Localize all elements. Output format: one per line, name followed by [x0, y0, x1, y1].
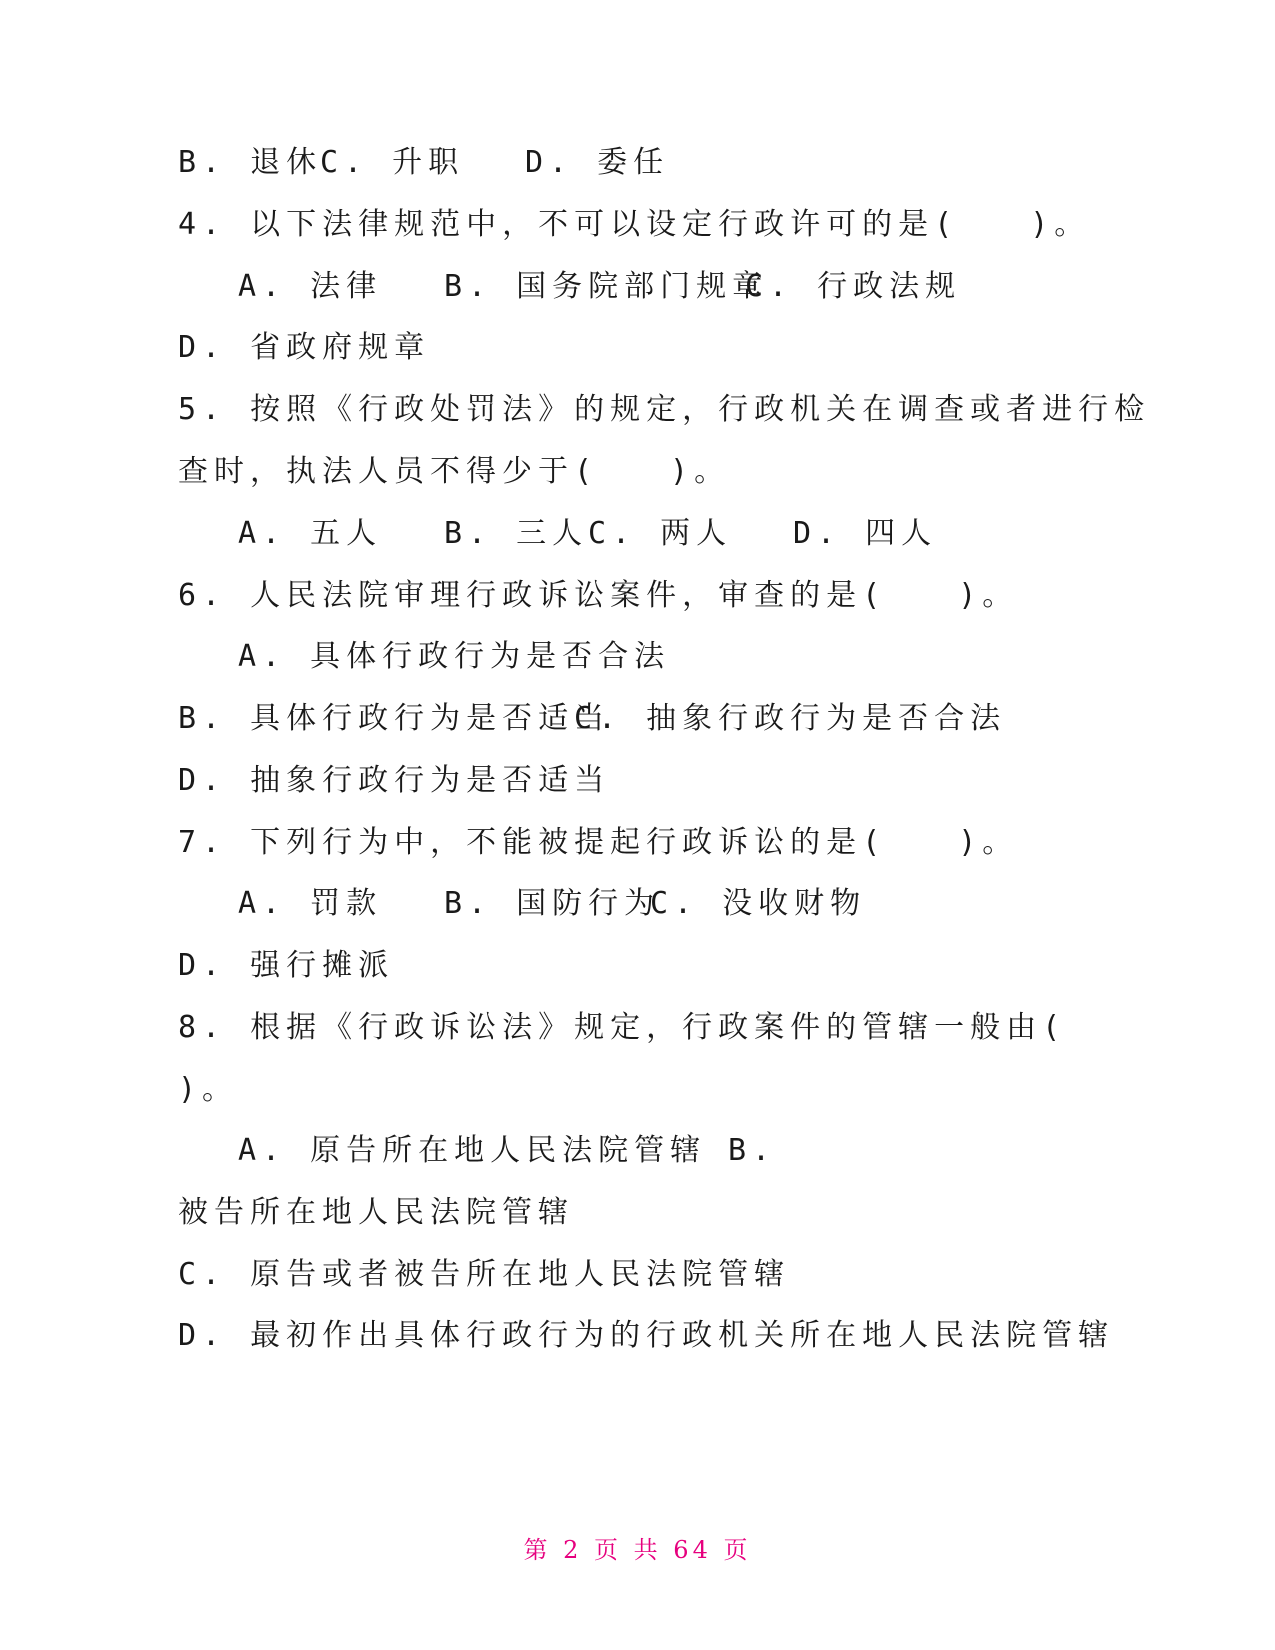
option-d: D. 四人	[793, 516, 938, 551]
option-d: D. 最初作出具体行政行为的行政机关所在地人民法院管辖	[178, 1318, 1115, 1353]
option-b-text: 被告所在地人民法院管辖	[178, 1195, 574, 1230]
option-b-label: B.	[728, 1133, 777, 1168]
page-number-text: 第 2 页 共 64 页	[523, 1536, 752, 1564]
question-5: 5. 按照《行政处罚法》的规定，行政机关在调查或者进行检	[178, 392, 1151, 427]
option-d-appointment: D. 委任	[525, 145, 670, 180]
option-c: C. 原告或者被告所在地人民法院管辖	[178, 1257, 791, 1292]
option-a: A. 原告所在地人民法院管辖	[238, 1133, 707, 1168]
question-6: 6. 人民法院审理行政诉讼案件，审查的是( )。	[178, 578, 1019, 613]
option-d: D. 省政府规章	[178, 330, 431, 365]
option-a: A. 具体行政行为是否合法	[238, 639, 671, 674]
question-8-continued: )。	[178, 1072, 239, 1107]
option-c-promotion: C. 升职	[320, 145, 465, 180]
option-line	[0, 1316, 1115, 1436]
question-8: 8. 根据《行政诉讼法》规定，行政案件的管辖一般由(	[178, 1010, 1067, 1045]
question-7: 7. 下列行为中，不能被提起行政诉讼的是( )。	[178, 825, 1019, 860]
option-c: C. 两人	[588, 516, 733, 551]
option-c: C. 行政法规	[745, 269, 962, 304]
option-a: A. 法律	[238, 269, 383, 304]
option-b: B. 国防行为	[444, 886, 661, 921]
question-5-continued: 查时，执法人员不得少于( )。	[178, 454, 731, 489]
option-b: B. 具体行政行为是否适当	[178, 701, 611, 736]
option-b: B. 三人	[444, 516, 589, 551]
option-b: B. 国务院部门规章	[444, 269, 769, 304]
option-d: D. 强行摊派	[178, 948, 395, 983]
page-footer	[0, 1530, 1275, 1565]
option-a: A. 五人	[238, 516, 383, 551]
option-b-retire: B. 退休	[178, 145, 323, 180]
option-d: D. 抽象行政行为是否适当	[178, 763, 611, 798]
question-4: 4. 以下法律规范中，不可以设定行政许可的是( )。	[178, 207, 1091, 242]
option-c: C. 没收财物	[650, 886, 867, 921]
option-c: C. 抽象行政行为是否合法	[574, 701, 1007, 736]
option-a: A. 罚款	[238, 886, 383, 921]
